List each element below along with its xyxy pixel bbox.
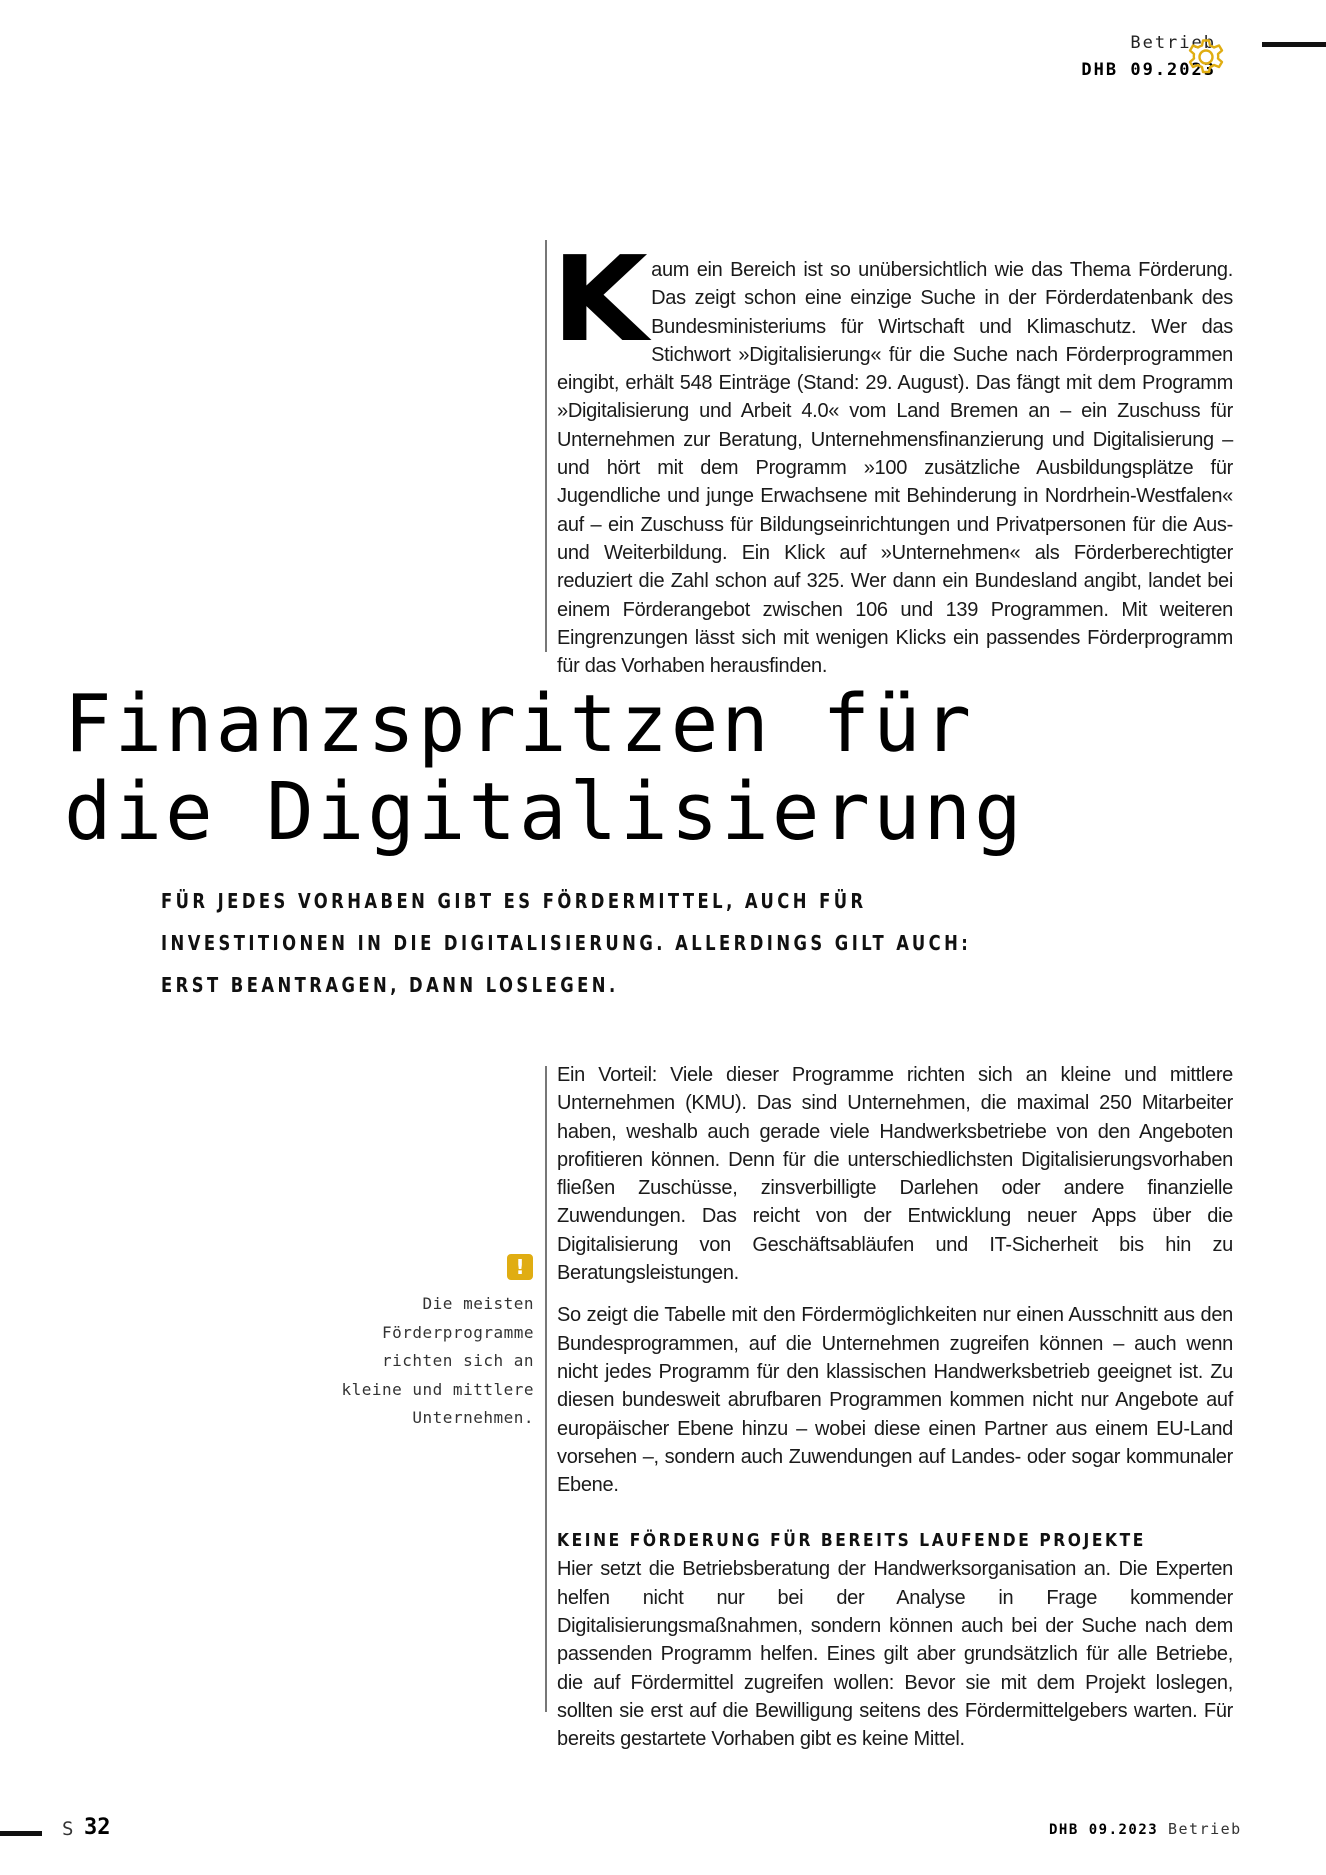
article-title <box>64 680 1164 856</box>
title-line-1: Finanzspritzen für <box>64 678 975 770</box>
footer-section-label: Betrieb <box>1168 1820 1242 1838</box>
header-rule <box>1262 42 1326 47</box>
footer-page-number: 32 <box>84 1815 111 1840</box>
body-text-block <box>557 1061 1233 1754</box>
note-line: Die meisten <box>422 1294 534 1313</box>
body-paragraph-1: Ein Vorteil: Viele dieser Programme richten sich an kleine und mittlere Unternehmen (KMU). Das sind Unternehmen, die maximal 250 Mitarbeiter haben, weshalb auch gerade viele Handwerksbetriebe von den Angeboten profitieren können. Denn für die unterschiedlichsten Digitalisierungsvorhaben fließen Zuschüsse, zinsverbilligte Darlehen oder andere finanzielle Zuwendungen. Das reicht von der Entwicklung neuer Apps über die Digitalisierung von Geschäftsabläufen und IT-Sicherheit bis hin zu Beratungsleistungen. <box>557 1064 1233 1285</box>
footer-issue-label: DHB 09.2023 <box>1049 1822 1159 1838</box>
lead-line-2: INVESTITIONEN IN DIE DIGITALISIERUNG. ALLERDINGS GILT AUCH: <box>161 931 972 955</box>
note-line: kleine und mittlere <box>341 1379 534 1399</box>
lead-line-3: ERST BEANTRAGEN, DANN LOSLEGEN. <box>161 973 619 997</box>
body-paragraph-2: So zeigt die Tabelle mit den Fördermöglichkeiten nur einen Ausschnitt aus den Bundesprogrammen, auf die Unternehmen zugreifen können – auch wenn nicht jedes Programm für den klassischen Handwerksbetrieb geeignet ist. Zu diesen bundesweit abrufbaren Programmen kommen nicht nur Angebote auf europäischer Ebene hinzu – wobei diese einen Partner aus einem EU-Land vorsehen –, sondern auch Zuwendungen auf Landes- oder sogar kommunaler Ebene. <box>557 1304 1233 1497</box>
sidebar-note <box>310 1290 534 1433</box>
intro-text-block <box>551 230 1233 680</box>
title-line-2: die Digitalisierung <box>64 766 1025 858</box>
intro-paragraph: aum ein Bereich ist so unübersichtlich wie das Thema Förderung. Das zeigt schon eine einzige Suche in der Förderdatenbank des Bundesministeriums für Wirtschaft und Klimaschutz. Wer das Stichwort »Digitalisierung« für die Suche nach Förderprogrammen eingibt, erhält 548 Einträge (Stand: 29. August). Das fängt mit dem Programm »Digitalisierung und Arbeit 4.0« vom Land Bremen an – ein Zuschuss für Unternehmen zur Beratung, Unternehmensfinanzierung und Digitalisierung – und hört mit dem Programm »100 zusätzliche Ausbildungsplätze für Jugendliche und junge Erwachsene mit Behinderung in Nordrhein-Westfalen« auf – ein Zuschuss für Bildungseinrichtungen und Privatpersonen für die Aus- und Weiterbildung. Ein Klick auf »Unternehmen« als Förderberechtigter reduziert die Zahl schon auf 325. Wer dann ein Bundesland angibt, landet bei einem Förderangebot zwischen 106 und 139 Programmen. Mit weiteren Eingrenzungen lässt sich mit wenigen Klicks ein passendes Förderprogramm für das Vorhaben herausfinden. <box>557 259 1233 678</box>
note-line: Unternehmen. <box>412 1408 534 1427</box>
exclamation-icon: ! <box>507 1254 533 1280</box>
lead-line-1: FÜR JEDES VORHABEN GIBT ES FÖRDERMITTEL, AUCH FÜR <box>161 889 867 913</box>
header-issue-label: DHB 09.2023 <box>1081 60 1216 80</box>
note-line: Förderprogramme <box>382 1322 534 1342</box>
dropcap: K <box>551 230 648 368</box>
intro-column-rule <box>545 240 547 652</box>
note-line: richten sich an <box>382 1351 534 1370</box>
gear-icon <box>1185 36 1227 78</box>
body-subheading: KEINE FÖRDERUNG FÜR BEREITS LAUFENDE PROJEKTE <box>557 1530 1146 1552</box>
header-section-label: Betrieb <box>1130 33 1216 53</box>
body-paragraph-3: Hier setzt die Betriebsberatung der Handwerksorganisation an. Die Experten helfen nicht nur bei der Analyse in Frage kommender Digitalisierungsmaßnahmen, sondern können auch bei der Suche nach dem passenden Programm helfen. Eines gilt aber grundsätzlich für alle Betriebe, die auf Fördermittel zugreifen wollen: Bevor sie mit dem Projekt loslegen, sollten sie erst auf die Bewilligung seitens des Fördermittelgebers warten. Für bereits gestartete Vorhaben gibt es keine Mittel. <box>557 1558 1233 1751</box>
body-column-rule <box>545 1066 547 1712</box>
footer-rule <box>0 1831 42 1836</box>
footer-page-prefix: S <box>62 1818 74 1840</box>
article-lead <box>161 880 972 1006</box>
